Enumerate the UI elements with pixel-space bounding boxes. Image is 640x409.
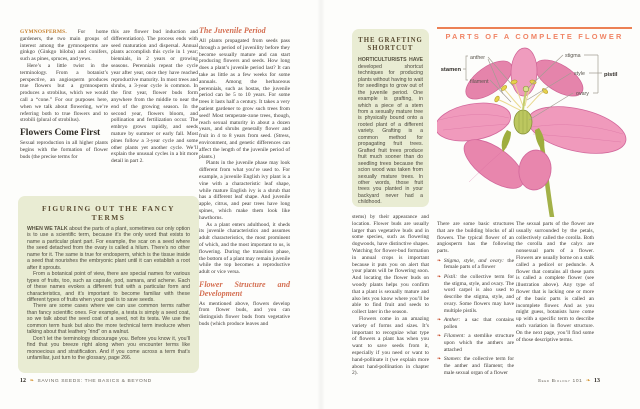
grafting-title: THE GRAFTING SHORTCUT	[358, 37, 423, 53]
label-style: style	[574, 71, 585, 77]
right-column-1	[352, 214, 429, 377]
flower-bud-cycle-paragraph: this are flower bud induction and differentiation). The process ends with seed maturation and dispersal. Annual plants accomplish this cycle in 1 year; biennials, in 2 years or growing seasons. Perennials repeat the cycle year after year, once they have reached reproductive maturity. In most trees and shrubs, a 3-year cycle is common. In the first year, flower buds form anywhere from the middle to near the end of the growing season. In the second year, flowers bloom, and pollination and fertilization occur. The embryo grows rapidly, and seeds mature by summer or early fall. Most pines follow a 3-year cycle and some other plants yet another cycle. We’ll explain the unusual cycles in a bit more detail in part 2.	[111, 29, 198, 165]
grafting-shortcut-box	[352, 29, 429, 207]
fancy-terms-paragraph-1: about the parts of a plant, sometimes our only option is to use a scientific term, because it’s the only word that exists to name a particular plant part. For example, the scar on a seed where the seed detached from the ovary is called a hilum. There’s no other name for it. The same is true for endosperm, which is the tissue inside a seed that nourishes the embryonic plant until it can establish a root after it sprouts.	[27, 226, 190, 271]
label-anther: anther	[470, 55, 486, 61]
gymnosperms-lead: GYMNOSPERMS.	[20, 29, 67, 35]
right-page-footer	[450, 378, 600, 385]
list-item	[437, 333, 514, 353]
left-page-footer	[20, 378, 152, 385]
desc-filament: a stemlike structure upon which the anthers are attached	[443, 333, 514, 353]
label-stigma: stigma	[565, 53, 581, 59]
fancy-terms-box	[18, 196, 199, 373]
flower-parts-intro: There are some basic structures that are the building blocks of all flowers. The typical flower of an angiosperm has the following parts.	[437, 221, 514, 255]
fancy-terms-paragraph-4: Don’t let the terminology discourage you. Before you know it, you’ll find that you breeze right along when you encounter terms like monoecious and stratification. And if you come across a term that’s unfamiliar, just turn to the glossary, page 266.	[27, 335, 190, 362]
label-stamen: stamen	[440, 67, 461, 73]
term-pistil: Pistil:	[443, 273, 458, 280]
fleuron-icon: ❧	[437, 273, 442, 280]
flower-parts-list	[437, 258, 514, 377]
list-item	[437, 356, 514, 376]
flower-front-petals	[437, 98, 630, 198]
fleuron-icon: ❧	[437, 356, 442, 363]
left-column-3	[199, 27, 290, 328]
terminology-paragraph: Here’s a little twist in the terminology. From a botanist’s perspective, an angiosperm produces true flowers but a gymnosperm produces a strobilus, which we would call a “cone.” For our purposes here, when we talk about flowering, we’re referring both to true flowers and to strobili (plural of strobilus).	[20, 62, 108, 124]
term-stamen: Stamen:	[443, 356, 462, 363]
left-page-number: 12	[20, 378, 26, 384]
juvenility-paragraph: All plants propagated from seeds pass through a period of juvenility before they become sexually mature and can start producing flowers and seeds. How long does a plant’s juvenile period last? It can take as little as a few weeks for some annuals. Among the herbaceous perennials, such as hostas, the juvenile period can be 5 to 10 years. For some trees it lasts half a century. It takes a very patient gardener to grow such trees from seed! Most temperate-zone trees, though, reach sexual maturity in about a dozen years, and shrubs generally flower and fruit in 4 to 8 years from seed. (Stress, environment, and genetic differences can affect the length of the juvenile period of plants.)	[199, 38, 290, 160]
fancy-terms-paragraph-2: From a botanical point of view, there are special names for various types of fruits, too, such as capsule, pod, samara, and achene. Each of these names evokes a different fruit with a particular form and characteristics, and it’s important to become familiar with these different types of fruits when your goal is to save seeds.	[27, 271, 190, 303]
chapter-runner: Seed Biology 101	[537, 379, 583, 384]
desc-stigma-style-ovary: the female parts of a flower	[443, 257, 514, 271]
complete-flower-diagram	[437, 42, 633, 217]
term-stigma-style-ovary: Stigma, style, and ovary:	[443, 257, 504, 264]
desc-anther: a sac that contains pollen	[443, 317, 514, 330]
right-column-3	[516, 221, 594, 343]
term-anther: Anther:	[443, 317, 461, 324]
label-pistil: pistil	[604, 72, 618, 78]
list-item	[437, 274, 514, 315]
left-column-2	[111, 29, 198, 165]
diagram-title: PARTS OF A COMPLETE FLOWER	[445, 32, 624, 41]
term-filament: Filament:	[443, 333, 466, 340]
right-column-2	[437, 221, 514, 377]
list-item	[437, 258, 514, 272]
flowers-come-first-heading: Flowers Come First	[20, 128, 101, 139]
fancy-terms-lead: WHEN WE TALK	[27, 226, 68, 232]
gymnosperms-text: For home gardeners, the two main groups of interest among the gymnosperms are ginkgo (Ginkgo biloba) and conifers, such as pines, spruces, and yews.	[20, 29, 108, 63]
label-filament: filament	[470, 79, 489, 85]
flower-stigma	[523, 86, 529, 92]
fleuron-icon: ❧	[437, 317, 442, 324]
fancy-terms-paragraph-3: There are some cases where we can use common terms rather than fancy scientific ones. For example, a testa is simply a seed coat, so we talk about the seed coat of a seed, not its testa. We use the common term husk but also the more technical term involucre when talking about that leathery “rind” on a walnut.	[27, 303, 190, 336]
juvenile-period-heading: The Juvenile Period	[199, 26, 266, 35]
desc-pistil: the collective term for the stigma, style, and ovary. The word carpel is also used to describe the stigma, style, and ovary. Some flowers may have multiple pistils.	[443, 273, 514, 314]
desc-stamen: the collective term for the anther and filament; the male sexual organ of a flower	[443, 356, 514, 376]
label-ovary: ovary	[576, 91, 589, 97]
corolla-calyx-paragraph: The sexual parts of the flower are usually surrounded by the petals, collectively called the corolla. Both the corolla and the calyx are nonsexual parts of a flower. Flowers are usually borne on a stalk called a pedicel or peduncle. A flower that contains all these parts is called a complete flower (see illustration above). Any type of flower that is lacking one or more of the basic parts is called an incomplete flower. And as you might guess, botanists have come up with a specific term to describe each variation in flower structure. On the next page, you’ll find some of those descriptive terms.	[516, 221, 594, 343]
list-item	[437, 317, 514, 331]
page-gutter	[317, 0, 325, 409]
grafting-lead: HORTICULTURISTS HAVE	[358, 57, 423, 64]
fancy-terms-title: FIGURING OUT THE FANCY TERMS	[42, 204, 175, 222]
footer-ornament-icon: ❧	[585, 378, 591, 384]
flower-development-paragraph: As mentioned above, flowers develop from flower buds, and you can distinguish flower buds from vegetative buds (which produce leaves and	[199, 300, 290, 328]
book-title-runner: SAVING SEEDS: THE BASICS & BEYOND	[37, 379, 152, 384]
diagram-rule	[437, 27, 632, 29]
flower-structure-heading: Flower Structure and Development	[199, 279, 290, 298]
sexual-reproduction-paragraph: Sexual reproduction in all higher plants begins with the formation of flower buds (the precise terms for	[20, 140, 108, 160]
grafting-body: developed shortcut techniques for producing plants without having to wait for seedlings to grow out of the juvenile period. One example is grafting, in which a piece of a stem from a sexually mature tree is physically bound onto a rooted plant of a different variety. Grafting is a common method for propagating fruit trees. Grafted fruit trees produce fruit much sooner than do seedling trees because the scion wood was taken from sexually mature trees. In other words, those fruit trees you planted in your backyard never had a childhood.	[358, 63, 423, 206]
right-page-number: 13	[594, 378, 600, 384]
fleuron-icon: ❧	[437, 333, 442, 340]
flower-variety-paragraph: Flowers come in an amazing variety of forms and sizes. It’s important to recognize what type of flowers a plant has when you want to save seeds from it, especially if you need or want to hand-pollinate it (we explain more about hand-pollination in chapter 2).	[352, 315, 429, 377]
footer-ornament-icon: ❧	[29, 378, 35, 384]
fleuron-icon: ❧	[437, 257, 442, 264]
juvenile-phase-paragraph: Plants in the juvenile phase may look different from what you’re used to. For example, a juvenile English ivy plant is a vine with a characteristic leaf shape, while mature English ivy is a shrub that has a different leaf shape. And juvenile apple, citrus, and pear trees have long spines, which make them look like hawthorns.	[199, 160, 290, 221]
adulthood-paragraph: As a plant enters adulthood, it sheds its juvenile characteristics and assumes adult characteristics, the most prominent of which, and the most important to us, is flowering. During the transition phase, the bottom of a plant may remain juvenile while the top becomes a reproductive adult or vice versa.	[199, 221, 290, 276]
flower-ovary	[514, 110, 532, 134]
left-column-1	[20, 29, 108, 161]
flower-buds-location-paragraph: stems) by their appearance and location. Flower buds are usually larger than vegetative buds and in some species, such as flowering dogwoods, have distinctive shapes. Watching for flower-bud formation in annual crops is important because it puts you on alert that your plants will be flowering soon. And locating the flower buds on woody plants helps you confirm that a plant is sexually mature and also lets you know where you’ll be able to find fruit and seeds to collect later in the season.	[352, 214, 429, 316]
